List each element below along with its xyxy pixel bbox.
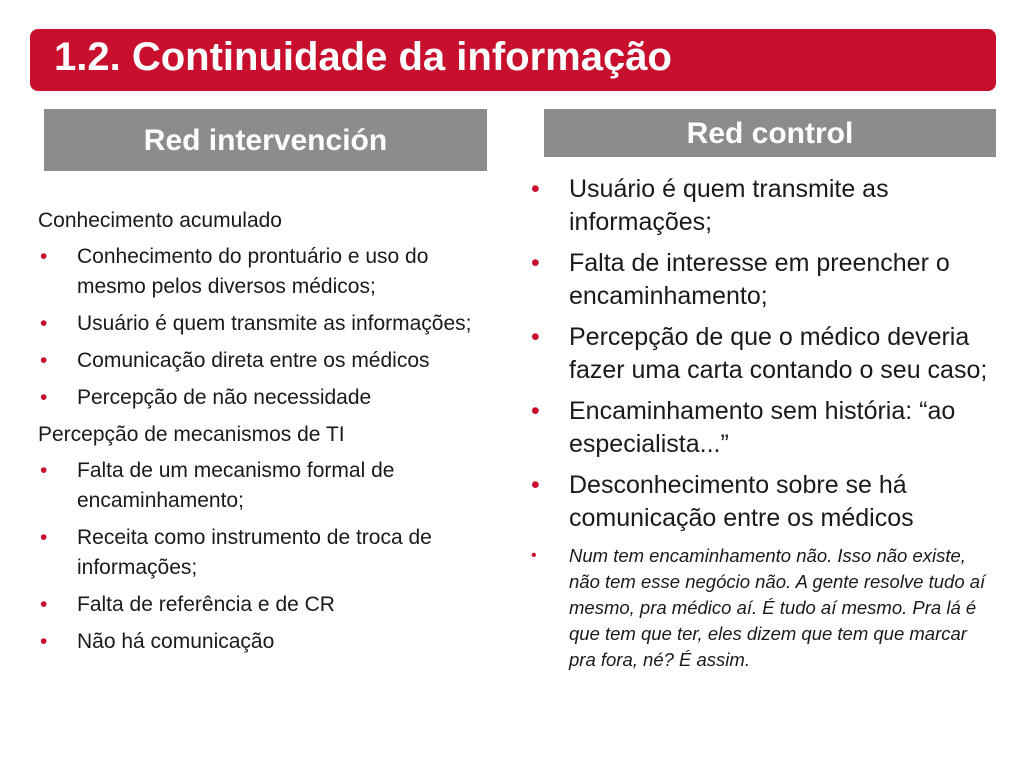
left-column-header: Red intervención [44, 109, 487, 171]
list-item-text: Desconhecimento sobre se há comunicação entre os médicos [569, 471, 914, 532]
list-item [38, 456, 488, 516]
bullet-icon: • [40, 245, 48, 268]
list-item [38, 590, 488, 620]
bullet-icon: • [40, 593, 48, 616]
list-item [38, 523, 488, 583]
list-item [528, 395, 994, 461]
bullet-icon: • [40, 630, 48, 653]
list-item-text: Comunicação direta entre os médicos [77, 349, 430, 372]
title-bar [30, 29, 996, 91]
right-column-header: Red control [544, 109, 996, 157]
bullet-icon: • [531, 547, 537, 564]
list-item-text: Falta de interesse em preencher o encaminhamento; [569, 249, 950, 310]
list-item-text: Falta de referência e de CR [77, 593, 335, 616]
list-item-text: Percepção de que o médico deveria fazer uma carta contando o seu caso; [569, 323, 988, 384]
bullet-icon: • [531, 323, 540, 351]
list-item [528, 469, 994, 535]
bullet-icon: • [531, 249, 540, 277]
list-item [38, 346, 488, 376]
bullet-icon: • [40, 386, 48, 409]
section1-list [38, 242, 488, 413]
bullet-icon: • [531, 175, 540, 203]
interview-quote [528, 543, 994, 673]
list-item [528, 247, 994, 313]
section2-list [38, 456, 488, 657]
bullet-icon: • [40, 349, 48, 372]
list-item [38, 383, 488, 413]
list-item [38, 242, 488, 302]
section-label-ti: Percepção de mecanismos de TI [38, 423, 345, 446]
list-item-text: Conhecimento do prontuário e uso do mesmo pelos diversos médicos; [77, 245, 429, 298]
bullet-icon: • [40, 312, 48, 335]
page-title: 1.2. Continuidade da informação [54, 35, 672, 79]
list-item [38, 627, 488, 657]
right-column [528, 173, 994, 681]
list-item-text: Não há comunicação [77, 630, 275, 653]
bullet-icon: • [40, 526, 48, 549]
list-item [528, 321, 994, 387]
list-item-text: Usuário é quem transmite as informações; [569, 175, 889, 236]
section-label-conhecimento: Conhecimento acumulado [38, 209, 282, 232]
left-column [38, 206, 488, 664]
control-list [528, 173, 994, 673]
list-item-text: Receita como instrumento de troca de informações; [77, 526, 432, 579]
list-item-text: Falta de um mecanismo formal de encaminhamento; [77, 459, 395, 512]
list-item [528, 173, 994, 239]
list-item-text: Encaminhamento sem história: “ao especialista...” [569, 397, 956, 458]
bullet-icon: • [531, 397, 540, 425]
list-item-text: Percepção de não necessidade [77, 386, 372, 409]
quote-text: Num tem encaminhamento não. Isso não existe, não tem esse negócio não. A gente resolve tudo aí mesmo, pra médico aí. É tudo aí mesmo. Pra lá é que tem que ter, eles dizem que tem que marcar pra fora, né? É assim. [569, 545, 986, 670]
bullet-icon: • [40, 459, 48, 482]
bullet-icon: • [531, 471, 540, 499]
list-item-text: Usuário é quem transmite as informações; [77, 312, 472, 335]
list-item [38, 309, 488, 339]
